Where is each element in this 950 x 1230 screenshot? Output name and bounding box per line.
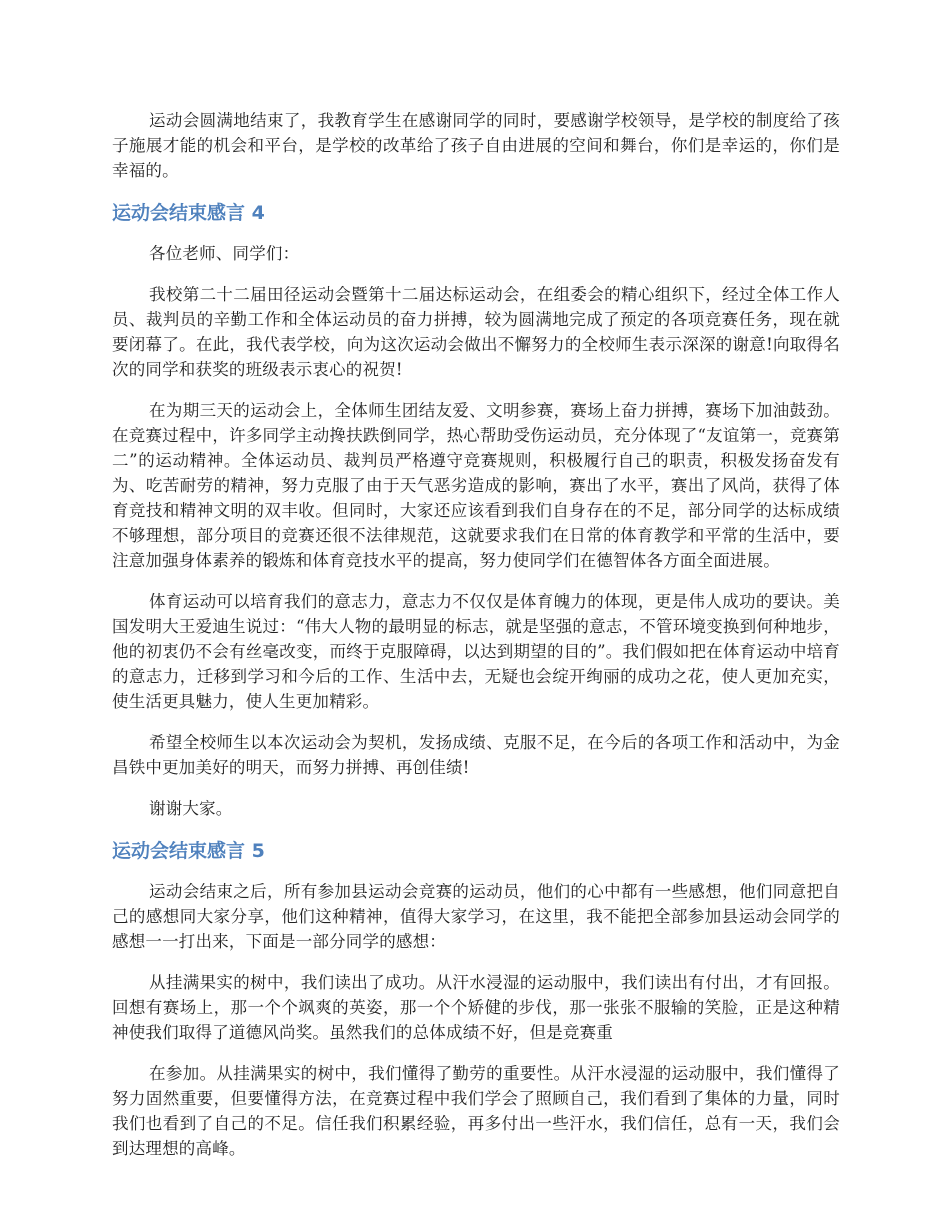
section-4-paragraph: 我校第二十二届田径运动会暨第十二届达标运动会，在组委会的精心组织下，经过全体工作人员、裁判员的辛勤工作和全体运动员的奋力拼搏，较为圆满地完成了预定的各项竞赛任务，现在就要闭幕了。在此，我代表学校，向为这次运动会做出不懈努力的全校师生表示深深的谢意!向取得名次的同学和获奖的班级表示衷心的祝贺!	[112, 285, 840, 379]
document-page	[112, 108, 840, 1177]
section-4-paragraph: 希望全校师生以本次运动会为契机，发扬成绩、克服不足，在今后的各项工作和活动中，为金昌铁中更加美好的明天，而努力拼搏、再创佳绩!	[112, 733, 840, 777]
section-5-title: 运动会结束感言 5	[112, 840, 265, 862]
section-4-paragraph: 在为期三天的运动会上，全体师生团结友爱、文明参赛，赛场上奋力拼搏，赛场下加油鼓劲。在竞赛过程中，许多同学主动搀扶跌倒同学，热心帮助受伤运动员，充分体现了“友谊第一，竞赛第二”的运动精神。全体运动员、裁判员严格遵守竞赛规则，积极履行自己的职责，积极发扬奋发有为、吃苦耐劳的精神，努力克服了由于天气恶劣造成的影响，赛出了水平，赛出了风尚，获得了体育竞技和精神文明的双丰收。但同时，大家还应该看到我们自身存在的不足，部分同学的达标成绩不够理想，部分项目的竞赛还很不法律规范，这就要求我们在日常的体育教学和平常的生活中，要注意加强身体素养的锻炼和体育竞技水平的提高，努力使同学们在德智体各方面全面进展。	[112, 401, 840, 570]
intro-paragraph: 运动会圆满地结束了，我教育学生在感谢同学的同时，要感谢学校领导，是学校的制度给了孩子施展才能的机会和平台，是学校的改革给了孩子自由进展的空间和舞台，你们是幸运的，你们是幸福的。	[112, 111, 840, 180]
section-4-title: 运动会结束感言 4	[112, 202, 265, 224]
section-5-paragraph: 在参加。从挂满果实的树中，我们懂得了勤劳的重要性。从汗水浸湿的运动服中，我们懂得了努力固然重要，但要懂得方法，在竞赛过程中我们学会了照顾自己，我们看到了集体的力量，同时我们也看到了自己的不足。信任我们积累经验，再多付出一些汗水，我们信任，总有一天，我们会到达理想的高峰。	[112, 1064, 840, 1158]
section-4-paragraph: 各位老师、同学们：	[149, 244, 300, 263]
section-4-paragraph: 体育运动可以培育我们的意志力，意志力不仅仅是体育魄力的体现，更是伟人成功的要诀。美国发明大王爱迪生说过：“伟大人物的最明显的标志，就是坚强的意志，不管环境变换到何种地步，他的初衷仍不会有丝毫改变，而终于克服障碍，以达到期望的目的”。我们假如把在体育运动中培育的意志力，迁移到学习和今后的工作、生活中去，无疑也会绽开绚丽的成功之花，使人更加充实，使生活更具魅力，使人生更加精彩。	[112, 592, 840, 711]
section-5-paragraph: 运动会结束之后，所有参加县运动会竞赛的运动员，他们的心中都有一些感想，他们同意把自己的感想同大家分享，他们这种精神，值得大家学习，在这里，我不能把全部参加县运动会同学的感想一一打出来，下面是一部分同学的感想：	[112, 882, 840, 951]
section-5-paragraph: 从挂满果实的树中，我们读出了成功。从汗水浸湿的运动服中，我们读出有付出，才有回报。回想有赛场上，那一个个飒爽的英姿，那一个个矫健的步伐，那一张张不服输的笑脸，正是这种精神使我们取得了道德风尚奖。虽然我们的总体成绩不好，但是竞赛重	[112, 973, 840, 1042]
section-4-paragraph: 谢谢大家。	[149, 799, 233, 818]
